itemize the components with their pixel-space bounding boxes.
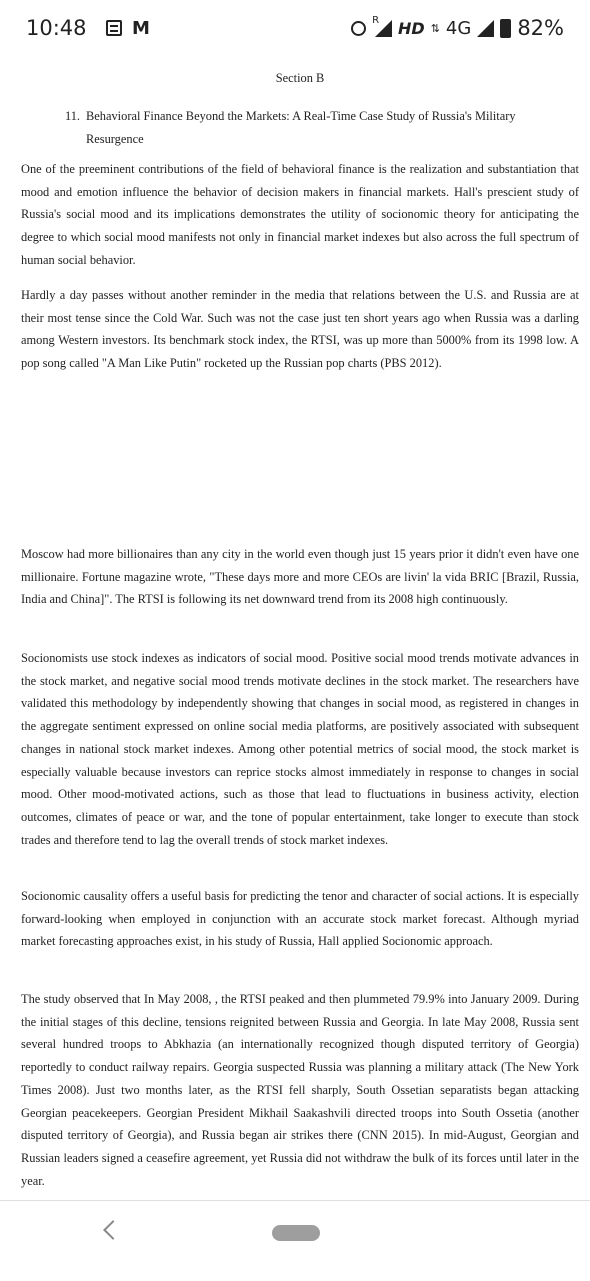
article-heading — [65, 105, 555, 151]
gmail-icon: M — [132, 18, 150, 39]
alarm-icon — [351, 21, 366, 36]
status-right — [351, 16, 564, 40]
paragraph-2: Hardly a day passes without another reminder in the media that relations between the U.S. and Russia are at their most tense since the Cold War. Such was not the case just ten short years ago when Russia was a darling among Western investors. Its benchmark stock index, the RTSI, was up more than 5000% from its 1998 low. A pop song called "A Man Like Putin" rocketed up the Russian pop charts (PBS 2012). — [21, 288, 579, 371]
network-type: 4G — [445, 17, 472, 39]
paragraph-4: Socionomists use stock indexes as indicators of social mood. Positive social mood trends motivate advances in the stock market, and negative social mood trends motivate declines in the stock market. The researchers have validated this methodology by independently showing that changes in social mood, as registered in changes in the aggregate sentiment expressed on online social media platforms, are positively associated with subsequent changes in national stock market indexes. Among other potential metrics of social mood, the stock market is especially valuable because investors can reprice stocks almost immediately in response to changes in social mood. Other mood-motivated actions, such as those that lead to fluctuations in business activity, election outcomes, climates of peace or war, and the tone of popular entertainment, take longer to execute than stock trades and therefore tend to lag the overall trends of stock market indexes. — [21, 651, 579, 847]
message-icon — [106, 20, 122, 36]
heading-number: 11. — [65, 109, 81, 123]
data-arrows-icon: ⇅ — [430, 21, 440, 35]
paragraph-5: Socionomic causality offers a useful basis for predicting the tenor and character of social actions. It is especially forward-looking when employed in conjunction with an accurate stock market forecast. Although myriad market forecasting approaches exist, in his study of Russia, Hall applied Socionomic approach. — [21, 889, 579, 949]
paragraph-3: Moscow had more billionaires than any city in the world even though just 15 years prior it didn't even have one millionaire. Fortune magazine wrote, "These days more and more CEOs are livin' la vida BRIC [Brazil, Russia, India and China]". The RTSI is following its net downward trend from its 2008 high continuously. — [21, 547, 579, 607]
battery-percent: 82% — [517, 16, 564, 40]
heading-line-1: Behavioral Finance Beyond the Markets: A Real-Time Case Study of Russia's Military — [86, 109, 516, 123]
roaming-indicator: R — [372, 14, 380, 26]
hd-voice-indicator: HD — [398, 18, 425, 38]
battery-icon — [500, 19, 511, 38]
section-title: Section B — [275, 71, 325, 85]
paragraph-1: One of the preeminent contributions of the field of behavioral finance is the realization and substantiation that mood and emotion influence the behavior of decision makers in financial markets. Hall's prescient study of Russia's social mood and its implications demonstrates the utility of socionomic theory for anticipating the degree to which social mood manifests not only in financial market indexes but also across the full spectrum of human social behavior. — [21, 162, 579, 267]
navigation-bar — [0, 1200, 590, 1281]
notification-icons — [106, 18, 150, 39]
heading-line-2: Resurgence — [86, 132, 144, 146]
paragraph-6: The study observed that In May 2008, , the RTSI peaked and then plummeted 79.9% into January 2009. During the initial stages of this decline, tensions reignited between Russia and Georgia. In late May 2008, Russia sent several hundred troops to Abkhazia (an internationally recognized though disputed territory of Georgia) reportedly to conduct railway repairs. Georgia suspected Russia was planning a military attack (The New York Times 2008). Just two months later, as the RTSI fell sharply, South Ossetian separatists began attacking Georgian peacekeepers. Georgian President Mikhail Saakashvili directed troops into South Ossetia (another disputed territory of Georgia), and Russia began air strikes there (CNN 2015). In mid-August, Georgian and Russian leaders signed a ceasefire agreement, yet Russia did not withdraw the bulk of its forces until later in the year. — [21, 992, 579, 1188]
status-bar — [0, 0, 590, 62]
signal-icon — [375, 20, 392, 37]
signal-icon-2 — [477, 20, 494, 37]
home-pill-icon[interactable] — [272, 1225, 320, 1241]
status-time: 10:48 — [26, 16, 87, 40]
back-icon[interactable] — [103, 1220, 123, 1240]
